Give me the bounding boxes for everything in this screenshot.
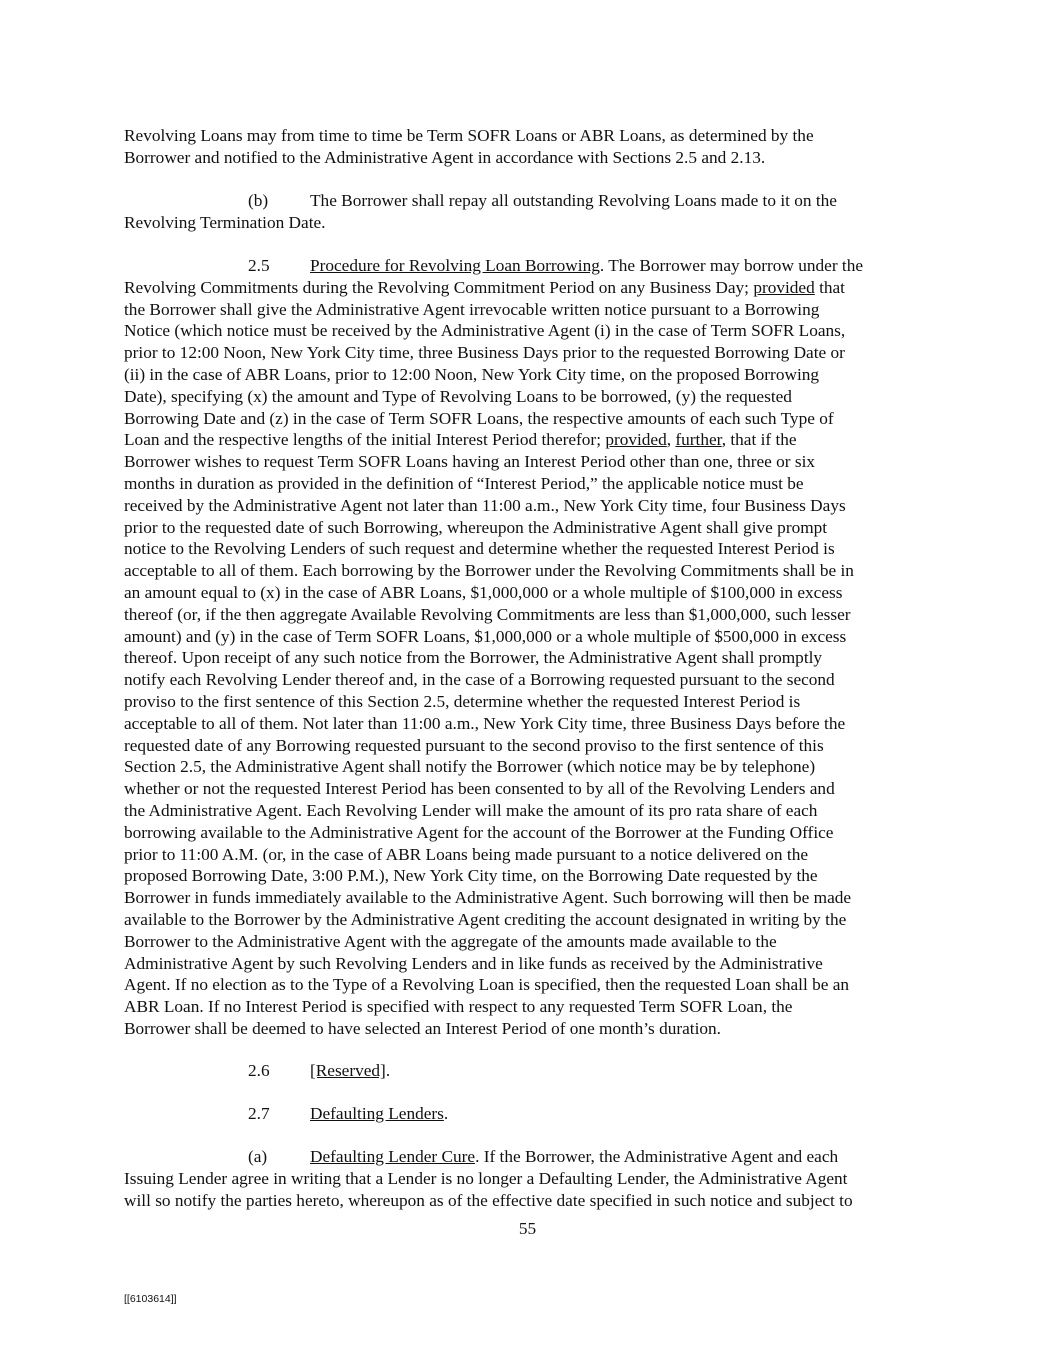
section-heading-line bbox=[124, 1060, 936, 1082]
text-line: an amount equal to (x) in the case of ABR Loans, $1,000,000 or a whole multiple of $100,000 in excess bbox=[124, 582, 843, 602]
text-line: will so notify the parties hereto, whereupon as of the effective date specified in such notice and subject to bbox=[124, 1190, 853, 1210]
text-line: notice to the Revolving Lenders of such request and determine whether the requested Interest Period is bbox=[124, 539, 835, 559]
text-line: ABR Loan. If no Interest Period is specified with respect to any requested Term SOFR Loan, the bbox=[124, 997, 793, 1017]
text-line: received by the Administrative Agent not later than 11:00 a.m., New York City time, four Business Days bbox=[124, 495, 846, 515]
text-line: months in duration as provided in the definition of “Interest Period,” the applicable notice must be bbox=[124, 473, 804, 493]
text-line: amount) and (y) in the case of Term SOFR Loans, $1,000,000 or a whole multiple of $500,000 in excess bbox=[124, 626, 847, 646]
text-fragment: Loan and the respective lengths of the initial Interest Period therefor; bbox=[124, 430, 606, 450]
text-line: Date), specifying (x) the amount and Type of Revolving Loans to be borrowed, (y) the requested bbox=[124, 386, 792, 406]
text-line: thereof. Upon receipt of any such notice from the Borrower, the Administrative Agent shall promptly bbox=[124, 648, 823, 668]
text-line bbox=[124, 190, 936, 212]
text-line: prior to 12:00 Noon, New York City time, three Business Days prior to the requested Borrowing Date or bbox=[124, 343, 845, 363]
text-line: Issuing Lender agree in writing that a Lender is no longer a Defaulting Lender, the Administrative Agent bbox=[124, 1168, 848, 1188]
text-fragment: , bbox=[666, 430, 676, 450]
text-fragment: , that if the bbox=[721, 430, 797, 450]
text-line: available to the Borrower by the Administrative Agent crediting the account designated in writing by the bbox=[124, 909, 847, 929]
section-heading-line bbox=[124, 255, 936, 277]
section-title: Defaulting Lenders bbox=[310, 1104, 444, 1123]
text-line: Notice (which notice must be received by the Administrative Agent (i) in the case of Term SOFR Loans, bbox=[124, 321, 846, 341]
section-2-7-a bbox=[124, 1146, 936, 1211]
section-title: Defaulting Lender Cure bbox=[310, 1147, 476, 1166]
text-line: the Borrower shall give the Administrative Agent irrevocable written notice pursuant to a Borrowing bbox=[124, 299, 820, 319]
text-fragment: . If the Borrower, the Administrative Agent and each bbox=[475, 1147, 839, 1166]
text-line bbox=[124, 277, 936, 299]
section-2-7 bbox=[124, 1103, 936, 1125]
page-number: 55 bbox=[518, 1219, 537, 1238]
section-heading-line bbox=[124, 1146, 936, 1168]
text-line: proviso to the first sentence of this Section 2.5, determine whether the requested Interest Period is bbox=[124, 691, 801, 711]
text-line: Agent. If no election as to the Type of a Revolving Loan is specified, then the requested Loan shall be an bbox=[124, 975, 850, 995]
text-line: Revolving Loans may from time to time be Term SOFR Loans or ABR Loans, as determined by the bbox=[124, 126, 814, 145]
text-line: borrowing available to the Administrative Agent for the account of the Borrower at the Funding Office bbox=[124, 822, 834, 842]
text-line: Borrower and notified to the Administrative Agent in accordance with Sections 2.5 and 2.13. bbox=[124, 147, 766, 167]
text-line: prior to the requested date of such Borrowing, whereupon the Administrative Agent shall give prompt bbox=[124, 517, 828, 537]
text-line: acceptable to all of them. Each borrowing by the Borrower under the Revolving Commitments shall be in bbox=[124, 561, 854, 581]
section-title: [Reserved] bbox=[310, 1061, 386, 1080]
section-number: 2.5 bbox=[248, 256, 270, 275]
text-line: requested date of any Borrowing requested pursuant to the second proviso to the first sentence of this bbox=[124, 735, 824, 755]
text-line: notify each Revolving Lender thereof and, in the case of a Borrowing requested pursuant to the second bbox=[124, 670, 835, 690]
text-line: prior to 11:00 A.M. (or, in the case of ABR Loans being made pursuant to a notice delivered on the bbox=[124, 844, 808, 864]
clause-label: (a) bbox=[248, 1147, 268, 1166]
text-line: Revolving Termination Date. bbox=[124, 212, 326, 232]
section-number: 2.7 bbox=[248, 1104, 270, 1123]
section-number: 2.6 bbox=[248, 1061, 270, 1080]
text-line: (ii) in the case of ABR Loans, prior to 12:00 Noon, New York City time, on the proposed Borrowing bbox=[124, 364, 820, 384]
text-line: Borrower wishes to request Term SOFR Loans having an Interest Period other than one, three or six bbox=[124, 452, 816, 472]
section-2-5 bbox=[124, 255, 936, 1040]
text-line: Borrower shall be deemed to have selected an Interest Period of one month’s duration. bbox=[124, 1018, 721, 1038]
text-fragment: . bbox=[385, 1061, 391, 1080]
defined-term-provided: provided bbox=[753, 277, 815, 297]
text-fragment: . The Borrower may borrow under the bbox=[599, 256, 864, 275]
text-fragment: . bbox=[443, 1104, 449, 1123]
text-line: Borrower in funds immediately available to the Administrative Agent. Such borrowing will then be made bbox=[124, 888, 852, 908]
text-fragment: that bbox=[814, 277, 845, 297]
text-line: thereof (or, if the then aggregate Available Revolving Commitments are less than $1,000,000, such lesser bbox=[124, 604, 851, 624]
text-line bbox=[124, 429, 936, 451]
clause-label: (b) bbox=[248, 191, 269, 210]
defined-term-provided: provided bbox=[605, 430, 667, 450]
text-line: the Administrative Agent. Each Revolving Lender will make the amount of its pro rata share of each bbox=[124, 800, 818, 820]
section-title: Procedure for Revolving Loan Borrowing bbox=[310, 256, 600, 275]
text-line: whether or not the requested Interest Period has been consented to by all of the Revolving Lenders and bbox=[124, 779, 835, 799]
section-heading-line bbox=[124, 1103, 936, 1125]
text-line: Borrower to the Administrative Agent with the aggregate of the amounts made available to the bbox=[124, 931, 777, 951]
paragraph-revolving-loans-types bbox=[124, 125, 936, 169]
text-line: Section 2.5, the Administrative Agent shall notify the Borrower (which notice may be by telephone) bbox=[124, 757, 816, 777]
text-fragment: The Borrower shall repay all outstanding Revolving Loans made to it on the bbox=[310, 191, 837, 210]
text-fragment: Revolving Commitments during the Revolving Commitment Period on any Business Day; bbox=[124, 277, 754, 297]
text-line: proposed Borrowing Date, 3:00 P.M.), New York City time, on the Borrowing Date requested by the bbox=[124, 866, 818, 886]
text-line: Administrative Agent by such Revolving Lenders and in like funds as received by the Administrative bbox=[124, 953, 823, 973]
defined-term-further: further bbox=[675, 430, 722, 450]
text-line: Borrowing Date and (z) in the case of Term SOFR Loans, the respective amounts of each such Type of bbox=[124, 408, 834, 428]
section-2-6 bbox=[124, 1060, 936, 1082]
text-line: acceptable to all of them. Not later than 11:00 a.m., New York City time, three Business Days before the bbox=[124, 713, 846, 733]
document-id: [[6103614]] bbox=[124, 1293, 177, 1305]
paragraph-2-4-b bbox=[124, 190, 936, 234]
